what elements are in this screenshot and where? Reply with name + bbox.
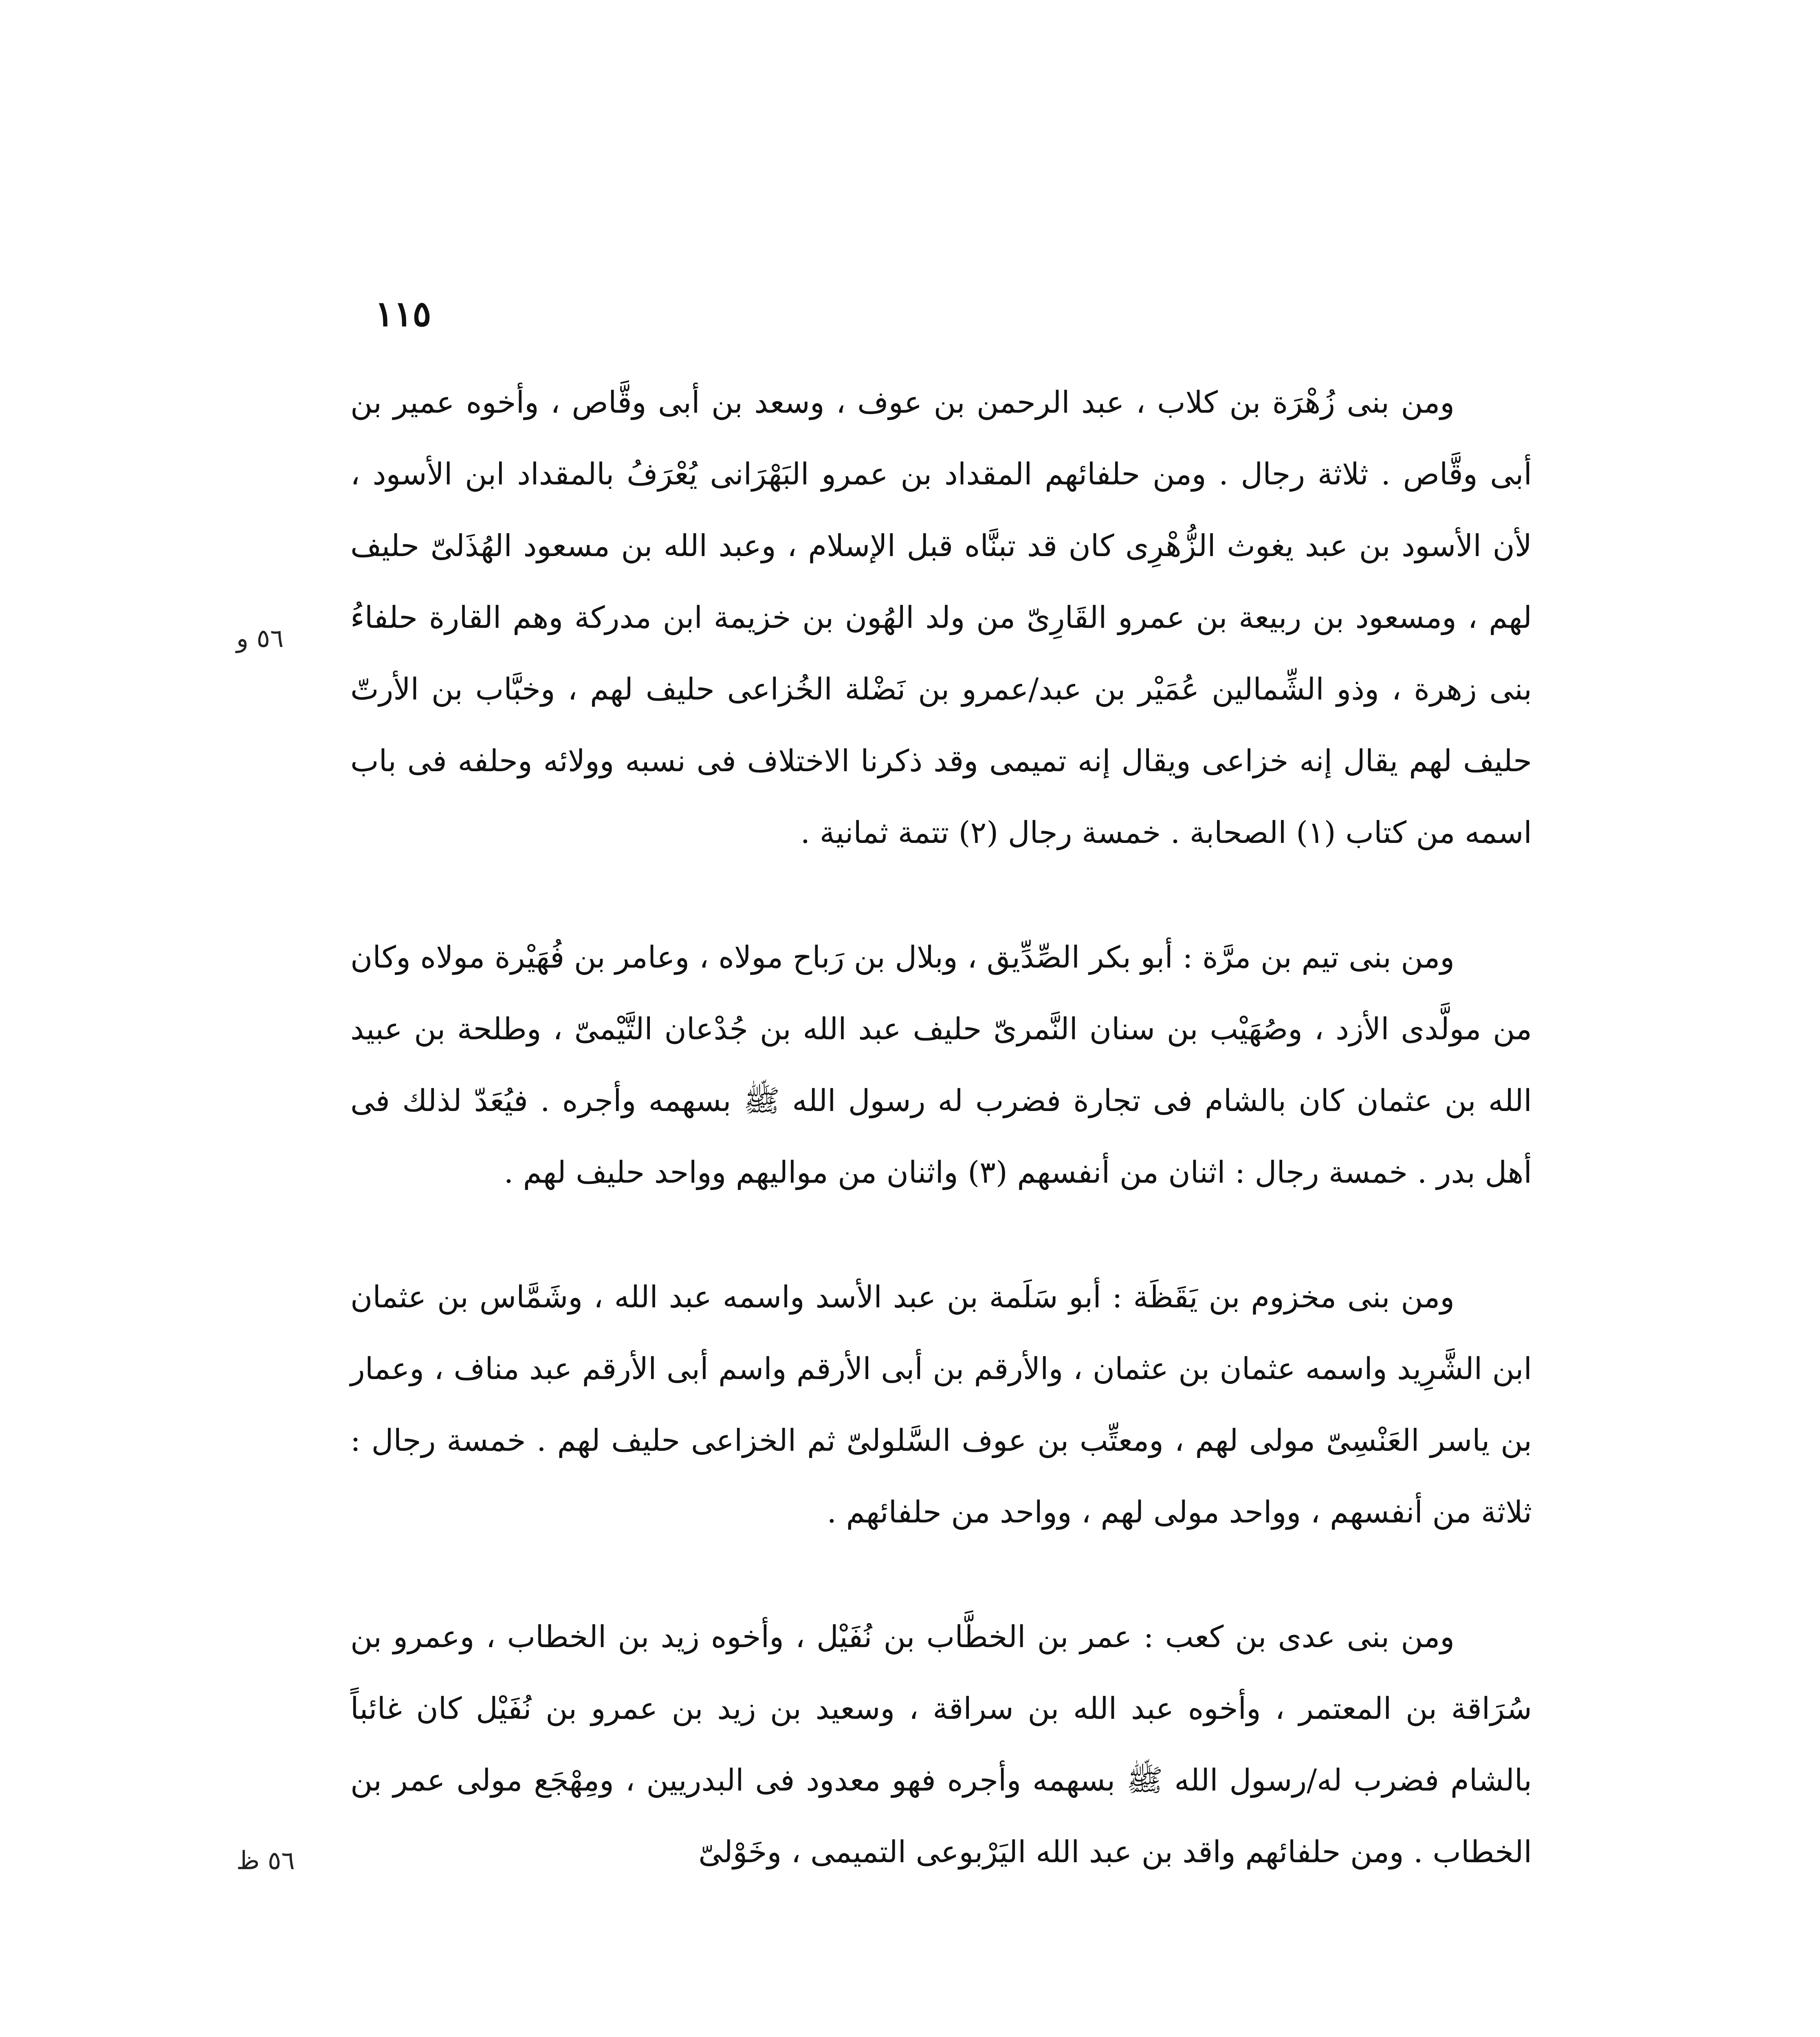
paragraph-text: ومن بنى عدى بن كعب : عمر بن الخطَّاب بن نُفَيْل ، وأخوه زيد بن الخطاب ، وعمرو بن سُرَاقة بن المعتمر ، وأخوه عبد الله بن سراقة ، وسعيد بن زيد بن عمرو بن نُفَيْل كان غائباً بالشام فضرب له/رسول الله ﷺ بسهمه وأجره فهو معدود فى البدريين ، ومِهْجَع مولى عمر بن الخطاب . ومن حلفائهم واقد بن عبد الله اليَرْبوعى التميمى ، وخَوْلىّ [350,1619,1532,1870]
main-text [350,367,1532,1941]
paragraph-text: ومن بنى تيم بن مرَّة : أبو بكر الصِّدِّيق ، وبلال بن رَباح مولاه ، وعامر بن فُهَيْرة مولاه وكان من مولَّدى الأزد ، وصُهَيْب بن سنان النَّمرىّ حليف عبد الله بن جُدْعان التَّيْمىّ ، وطلحة بن عبيد الله بن عثمان كان بالشام فى تجارة فضرب له رسول الله ﷺ بسهمه وأجره . فيُعَدّ لذلك فى أهل بدر . خمسة رجال : اثنان من أنفسهم (٣) واثنان من مواليهم وواحد حليف لهم . [350,940,1532,1190]
paragraph-text: ومن بنى زُهْرَة بن كلاب ، عبد الرحمن بن عوف ، وسعد بن أبى وقَّاص ، وأخوه عمير بن أبى وقَّاص . ثلاثة رجال . ومن حلفائهم المقداد بن عمرو البَهْرَانى يُعْرَفُ بالمقداد ابن الأسود ، لأن الأسود بن عبد يغوث الزُّهْرِى كان قد تبنَّاه قبل الإسلام ، وعبد الله بن مسعود الهُذَلىّ حليف لهم ، ومسعود بن ربيعة بن عمرو القَارِىّ من ولد الهُون بن خزيمة ابن مدركة وهم القارة حلفاءُ بنى زهرة ، وذو الشِّمالين عُمَيْر بن عبد/عمرو بن نَضْلة الخُزاعى حليف لهم ، وخبَّاب بن الأرتّ حليف لهم يقال إنه خزاعى ويقال إنه تميمى وقد ذكرنا الاختلاف فى نسبه وولائه وحلفه فى باب اسمه من كتاب (١) الصحابة . خمسة رجال (٢) تتمة ثمانية . [350,385,1532,850]
paragraph-bani-adi [350,1601,1532,1888]
page-number: ١١٥ [375,293,431,334]
paragraph-bani-makhzum [350,1261,1532,1548]
margin-folio-note: ٥٦ ظ [236,1846,295,1875]
paragraph-bani-zuhra [350,367,1532,869]
paragraph-text: ومن بنى مخزوم بن يَقَظَة : أبو سَلَمة بن عبد الأسد واسمه عبد الله ، وشَمَّاس بن عثمان ابن الشَّرِيد واسمه عثمان بن عثمان ، والأرقم بن أبى الأرقم واسم أبى الأرقم عبد مناف ، وعمار بن ياسر العَنْسِىّ مولى لهم ، ومعتِّب بن عوف السَّلولىّ ثم الخزاعى حليف لهم . خمسة رجال : ثلاثة من أنفسهم ، وواحد مولى لهم ، وواحد من حلفائهم . [350,1280,1532,1530]
margin-folio-note: ٥٦ و [236,623,284,653]
paragraph-bani-taym [350,922,1532,1208]
